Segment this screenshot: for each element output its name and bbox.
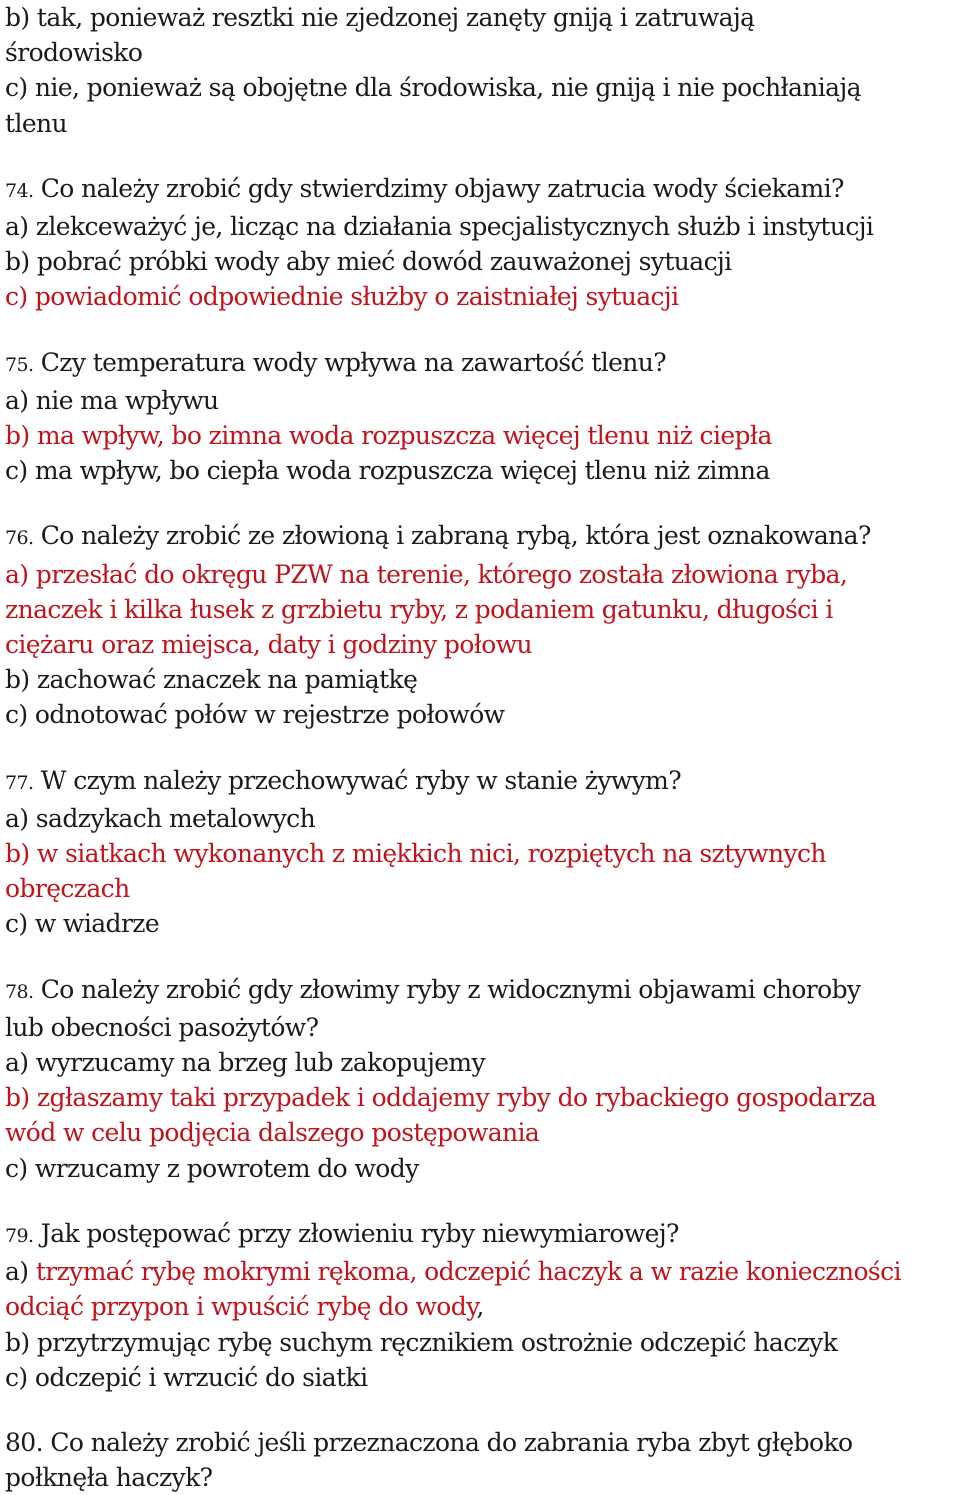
answer-c: c) odnotować połów w rejestrze połowów <box>5 700 505 730</box>
answer-c: c) odczepić i wrzucić do siatki <box>5 1362 368 1392</box>
question-74 <box>5 171 960 315</box>
question-label: Co należy zrobić ze złowioną i zabraną rybą, która jest oznakowana? <box>33 521 871 551</box>
question-76 <box>5 518 960 732</box>
question-80 <box>5 1425 960 1495</box>
question-number: 74. <box>5 179 34 202</box>
question-75 <box>5 345 960 489</box>
answer-c-line-1: c) nie, ponieważ są obojętne dla środowiska, nie gniją i nie pochłaniają <box>5 73 861 103</box>
question-number: 79. <box>5 1224 34 1247</box>
answer-a: a) sadzykach metalowych <box>5 803 316 833</box>
spacer <box>5 1395 960 1425</box>
answer-a-correct-text: trzymać rybę mokrymi rękoma, odczepić haczyk a w razie konieczności <box>35 1257 901 1287</box>
question-label: Co należy zrobić gdy stwierdzimy objawy zatrucia wody ściekami? <box>33 173 844 203</box>
question-78 <box>5 972 960 1186</box>
answer-a-suffix: , <box>476 1292 484 1322</box>
answer-b-correct-line-2: obręczach <box>5 874 130 904</box>
spacer <box>5 488 960 518</box>
answer-c: c) wrzucamy z powrotem do wody <box>5 1153 419 1183</box>
answer-c: c) ma wpływ, bo ciepła woda rozpuszcza więcej tlenu niż zimna <box>5 456 770 486</box>
question-number: 76. <box>5 527 34 550</box>
question-label: Co należy zrobić jeśli przeznaczona do zabrania ryba zbyt głęboko <box>42 1427 853 1457</box>
question-text <box>5 518 960 556</box>
answer-a-correct-text-2: odciąć przypon i wpuścić rybę do wody <box>5 1292 477 1322</box>
answer-b-line-1: b) tak, ponieważ resztki nie zjedzonej zanęty gniją i zatruwają <box>5 3 755 32</box>
answer-b: b) pobrać próbki wody aby mieć dowód zauważonej sytuacji <box>5 247 732 277</box>
answer-b-correct-line-2: wód w celu podjęcia dalszego postępowania <box>5 1118 540 1148</box>
question-label: W czym należy przechowywać ryby w stanie żywym? <box>33 765 682 795</box>
answer-a-correct-line-2: znaczek i kilka łusek z grzbietu ryby, z podaniem gatunku, długości i <box>5 594 833 624</box>
answer-a: a) zlekceważyć je, licząc na działania specjalistycznych służb i instytucji <box>5 212 874 242</box>
answer-a-correct-line-1: a) przesłać do okręgu PZW na terenie, którego została złowiona ryba, <box>5 559 848 589</box>
question-number: 75. <box>5 353 34 376</box>
spacer <box>5 315 960 345</box>
spacer <box>5 1186 960 1216</box>
answer-b-line-2: środowisko <box>5 38 143 68</box>
answer-b-correct: b) ma wpływ, bo zimna woda rozpuszcza więcej tlenu niż ciepła <box>5 421 772 451</box>
answer-c-correct: c) powiadomić odpowiednie służby o zaistniałej sytuacji <box>5 282 679 312</box>
answer-c-line-2: tlenu <box>5 108 68 138</box>
question-label: Co należy zrobić gdy złowimy ryby z widocznymi objawami choroby <box>33 974 861 1004</box>
question-number: 77. <box>5 771 34 794</box>
answer-b: b) przytrzymując rybę suchym ręcznikiem ostrożnie odczepić haczyk <box>5 1327 838 1357</box>
question-text <box>5 1216 960 1254</box>
answer-a: a) wyrzucamy na brzeg lub zakopujemy <box>5 1048 486 1078</box>
question-number: 80. <box>5 1427 43 1457</box>
answer-b: b) zachować znaczek na pamiątkę <box>5 665 418 695</box>
spacer <box>5 733 960 763</box>
question-label: Jak postępować przy złowieniu ryby niewymiarowej? <box>33 1218 679 1248</box>
answer-a: a) nie ma wpływu <box>5 385 219 415</box>
answer-a-prefix: a) <box>5 1257 36 1287</box>
question-label: Czy temperatura wody wpływa na zawartość tlenu? <box>33 347 667 377</box>
question-text-line-1 <box>5 1425 960 1460</box>
question-text <box>5 763 960 801</box>
answer-b-correct-line-1: b) w siatkach wykonanych z miękkich nici, rozpiętych na sztywnych <box>5 839 826 869</box>
question-text-line-2: lub obecności pasożytów? <box>5 1012 319 1042</box>
question-text <box>5 171 960 209</box>
answer-a-line-1 <box>5 1254 960 1289</box>
question-text-line-1 <box>5 972 960 1010</box>
question-text-line-2: połknęła haczyk? <box>5 1463 213 1493</box>
answer-a-line-2 <box>5 1289 960 1324</box>
question-text <box>5 345 960 383</box>
question-73-continued <box>5 0 960 141</box>
question-77 <box>5 763 960 942</box>
spacer <box>5 942 960 972</box>
answer-a-correct-line-3: ciężaru oraz miejsca, daty i godziny połowu <box>5 630 533 660</box>
question-79 <box>5 1216 960 1395</box>
answer-c: c) w wiadrze <box>5 909 160 939</box>
question-number: 78. <box>5 980 34 1003</box>
spacer <box>5 141 960 171</box>
answer-b-correct-line-1: b) zgłaszamy taki przypadek i oddajemy ryby do rybackiego gospodarza <box>5 1083 877 1113</box>
